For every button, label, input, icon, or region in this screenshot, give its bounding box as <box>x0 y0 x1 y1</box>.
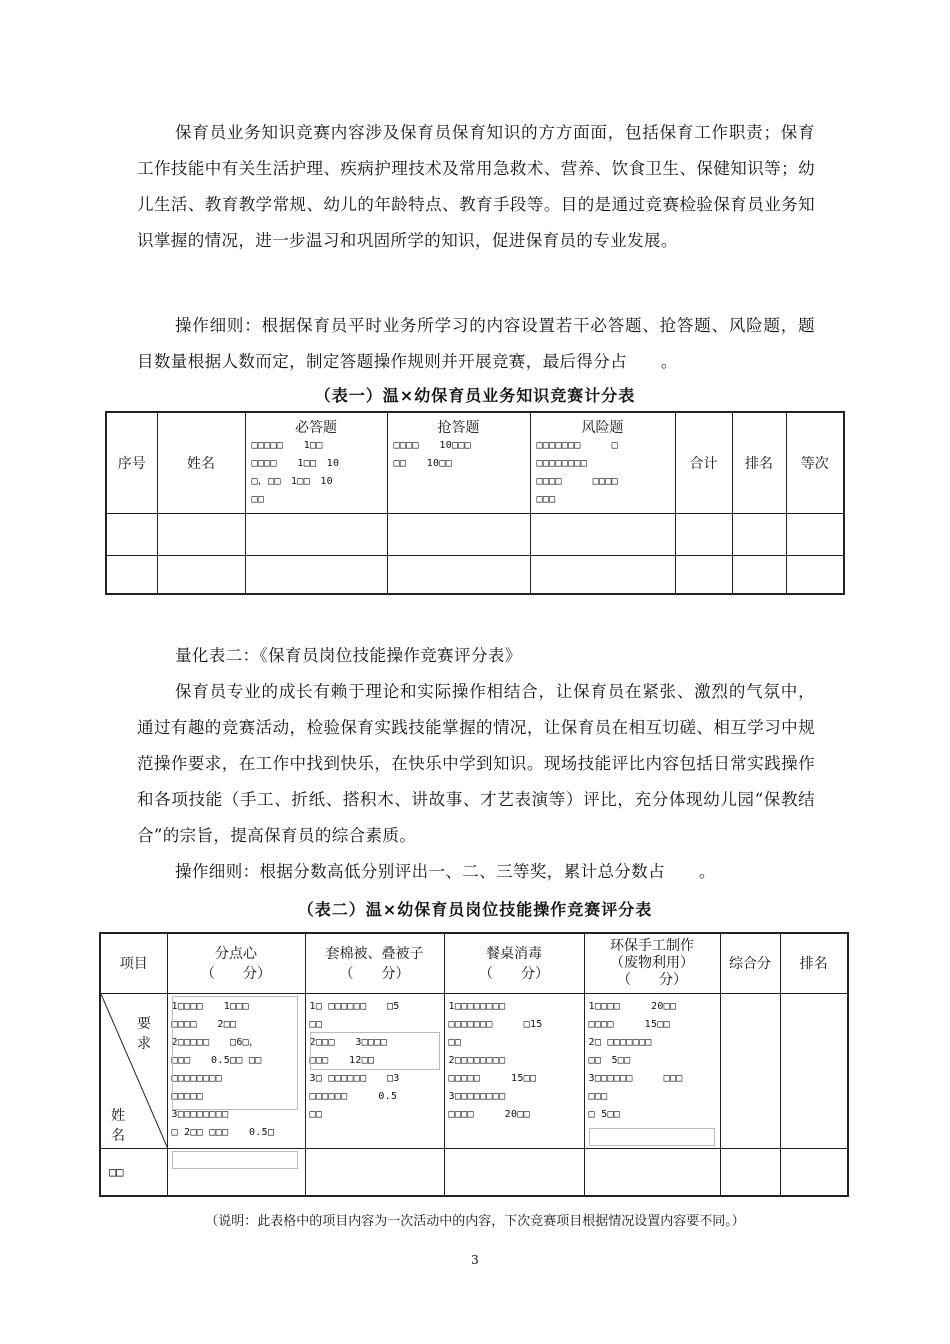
table-cell[interactable] <box>786 514 844 556</box>
paragraph-rules-2: 操作细则：根据分数高低分别评出一、二、三等奖，累计总分数占 。 <box>175 862 716 881</box>
header-c4-sub: （废物利用） <box>610 954 694 971</box>
table-cell[interactable] <box>106 514 157 556</box>
inner-box <box>172 996 298 1110</box>
table1 <box>105 411 845 595</box>
header-c2-title: 套棉被、叠被子 <box>325 946 424 963</box>
table-row <box>106 556 844 594</box>
diagonal-header <box>100 993 167 1148</box>
header-grade: 等次 <box>786 412 844 514</box>
table-cell[interactable] <box>167 1148 305 1196</box>
req-c1-text: 1□□□□ 1□□□ □□□□ 2□□ 2□□□□□ □6□， □□□ 0.5□□ □□ □□□□□□□□ □□□□□ 3□□□□□□□□ □ 2□□ □□□ 0.5□ <box>171 1000 275 1138</box>
req-c4 <box>584 993 720 1148</box>
table-cell[interactable] <box>106 556 157 594</box>
header-c2 <box>305 933 444 993</box>
header-seq: 序号 <box>106 412 157 514</box>
table-note: （说明：此表格中的项目内容为一次活动中的内容，下次竞赛项目根据情况设置内容要不同。） <box>205 1214 745 1229</box>
header-c2-score: （ 分） <box>339 966 410 983</box>
table2 <box>99 932 849 1197</box>
header-risk <box>530 412 675 514</box>
header-total: 合计 <box>675 412 732 514</box>
req-c2-text: 1□ □□□□□□ □5 □□ 2□□□ 3□□□□ □□□ 12□□ 3□ □□□□□□ □3 □□□□□□ 0.5 □□ <box>309 1000 400 1120</box>
inner-box <box>172 1151 298 1169</box>
req-c4-text: 1□□□□ 20□□ □□□□ 15□□ 2□ □□□□□□□ □□ 5□□ 3□□□□□□ □□□ □□□ □ 5□□ <box>588 1000 683 1120</box>
table-cell[interactable] <box>732 514 786 556</box>
header-total <box>720 933 780 993</box>
table1-caption: （表一）温×幼保育员业务知识竞赛计分表 <box>314 386 636 405</box>
table-cell[interactable] <box>245 514 387 556</box>
header-name: 姓名 <box>157 412 245 514</box>
inner-box <box>589 1128 715 1146</box>
paragraph-intro: 保育员业务知识竞赛内容涉及保育员保育知识的方方面面，包括保育工作职责；保育工作技能中有关生活护理、疾病护理技术及常用急救术、营养、饮食卫生、保健知识等；幼儿生活、教育教学常规、幼儿的年龄特点、教育手段等。目的是通过竞赛检验保育员业务知识掌握的情况，进一步温习和巩固所学的知识，促进保育员的专业发展。 <box>137 123 815 250</box>
header-quick-title: 抢答题 <box>437 420 480 436</box>
table-cell[interactable] <box>780 993 848 1148</box>
table-cell[interactable] <box>780 1148 848 1196</box>
header-item: 项目 <box>100 933 167 993</box>
table-cell[interactable] <box>157 514 245 556</box>
header-c4-score: （ 分） <box>617 971 687 988</box>
paragraph-rules-1: 操作细则：根据保育员平时业务所学习的内容设置若干必答题、抢答题、风险题，题目数量根据人数而定，制定答题操作规则并开展竞赛，最后得分占 。 <box>137 316 815 371</box>
table-cell[interactable] <box>720 993 780 1148</box>
header-quick-detail: □□□□ 10□□□ □□ 10□□ <box>393 440 471 469</box>
header-quick <box>387 412 530 514</box>
header-risk-title: 风险题 <box>581 420 624 436</box>
table-cell[interactable] <box>530 556 675 594</box>
req-c3 <box>444 993 584 1148</box>
table-cell[interactable] <box>675 514 732 556</box>
table-cell[interactable] <box>245 556 387 594</box>
table-row <box>106 514 844 556</box>
header-c3 <box>444 933 584 993</box>
header-must-detail: □□□□□ 1□□ □□□□ 1□□ 10 □，□□ 1□□ 10 □□ <box>251 440 340 505</box>
header-total-label: 综合分 <box>729 956 771 973</box>
header-must-title: 必答题 <box>295 420 337 436</box>
inner-box <box>310 1032 440 1070</box>
row-label: □□ <box>100 1148 167 1196</box>
header-c1-score: （ 分） <box>201 966 271 983</box>
header-c4 <box>584 933 720 993</box>
header-must <box>245 412 387 514</box>
table-cell[interactable] <box>157 556 245 594</box>
table-cell[interactable] <box>530 514 675 556</box>
table-cell[interactable] <box>786 556 844 594</box>
header-c3-title: 餐桌消毒 <box>486 946 542 963</box>
req-c3-text: 1□□□□□□□□ □□□□□□□ □15 □□ 2□□□□□□□□ □□□□□ 15□□ 3□□□□□□□□ □□□□ 20□□ <box>448 1000 543 1120</box>
header-c1 <box>167 933 305 993</box>
header-rank: 排名 <box>780 933 848 993</box>
table-cell[interactable] <box>675 556 732 594</box>
header-c3-score: （ 分） <box>479 966 549 983</box>
table-cell[interactable] <box>387 556 530 594</box>
diag-top-label: 要求 <box>137 1015 151 1052</box>
page-number: 3 <box>471 1253 479 1267</box>
paragraph-skills: 保育员专业的成长有赖于理论和实际操作相结合，让保育员在紧张、激烈的气氛中，通过有趣的竞赛活动，检验保育实践技能掌握的情况，让保育员在相互切磋、相互学习中规范操作要求，在工作中找到快乐，在快乐中学到知识。现场技能评比内容包括日常实践操作和各项技能（手工、折纸、搭积木、讲故事、才艺表演等）评比，充分体现幼儿园“保教结合”的宗旨，提高保育员的综合素质。 <box>137 682 815 845</box>
table-cell[interactable] <box>305 1148 444 1196</box>
table-cell[interactable] <box>444 1148 584 1196</box>
paragraph-table2-title: 量化表二：《保育员岗位技能操作竞赛评分表》 <box>175 646 522 665</box>
table-cell[interactable] <box>720 1148 780 1196</box>
diag-bottom-label: 姓名 <box>111 1107 125 1144</box>
header-c1-title: 分点心 <box>215 946 257 963</box>
table-cell[interactable] <box>584 1148 720 1196</box>
table-cell[interactable] <box>732 556 786 594</box>
table-cell[interactable] <box>387 514 530 556</box>
header-rank: 排名 <box>732 412 786 514</box>
req-c1 <box>167 993 305 1148</box>
req-c2 <box>305 993 444 1148</box>
table-row <box>100 1148 848 1196</box>
table2-caption: （表二）温×幼保育员岗位技能操作竞赛评分表 <box>297 900 653 919</box>
header-risk-detail: □□□□□□□ □ □□□□□□□□ □□□□ □□□□ □□□ <box>536 440 618 505</box>
header-c4-title: 环保手工制作 <box>610 937 694 954</box>
